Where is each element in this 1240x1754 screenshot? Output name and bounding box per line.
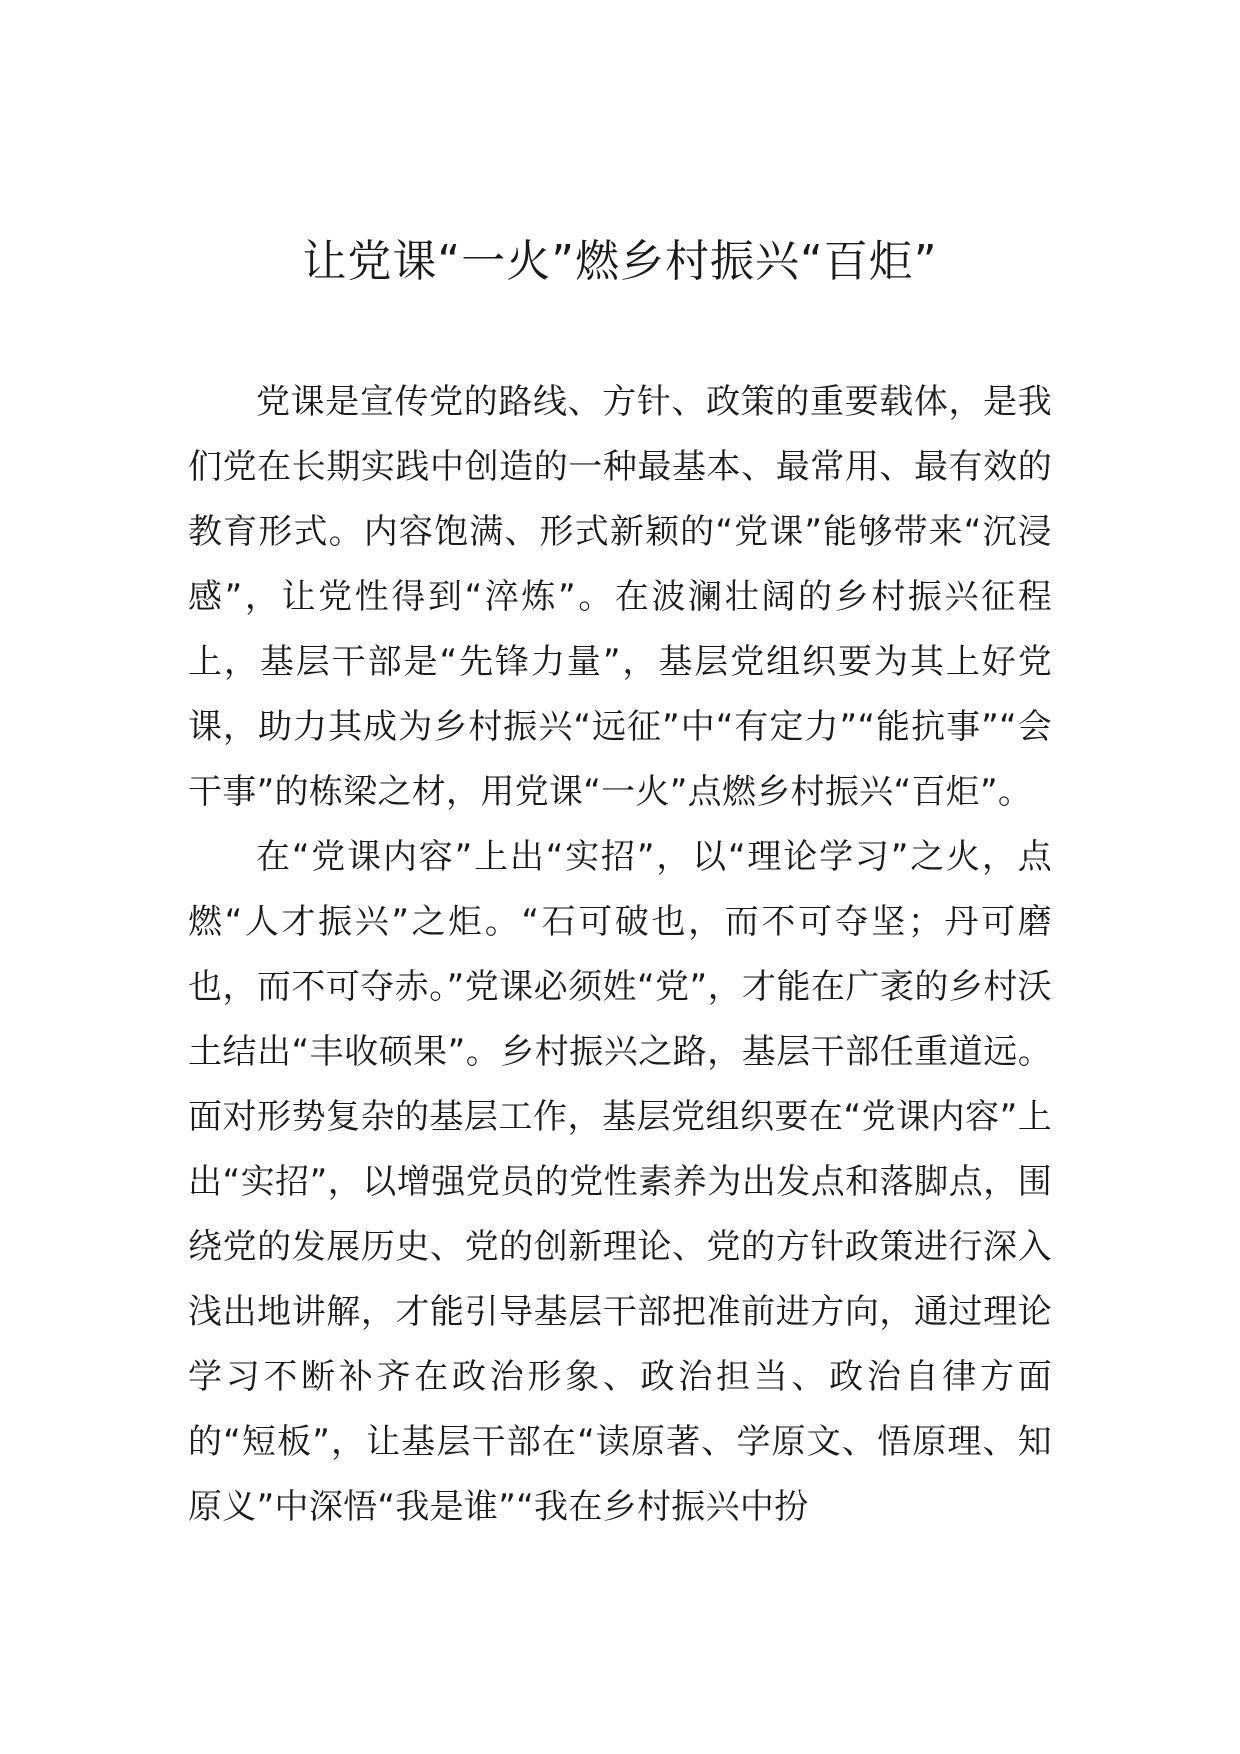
paragraph-1: 党课是宣传党的路线、方针、政策的重要载体，是我们党在长期实践中创造的一种最基本、最常用、最有效的教育形式。内容饱满、形式新颖的“党课”能够带来“沉浸感”，让党性得到“淬炼”。在波澜壮阔的乡村振兴征程上，基层干部是“先锋力量”，基层党组织要为其上好党课，助力其成为乡村振兴“远征”中“有定力”“能抗事”“会干事”的栋梁之材，用党课“一火”点燃乡村振兴“百炬”。 <box>188 382 1052 812</box>
document-title: 让党课“一火”燃乡村振兴“百炬” <box>302 236 938 287</box>
paragraph-2: 在“党课内容”上出“实招”，以“理论学习”之火，点燃“人才振兴”之炬。“石可破也，而不可夺坚；丹可磨也，而不可夺赤。”党课必须姓“党”，才能在广袤的乡村沃土结出“丰收硕果”。乡村振兴之路，基层干部任重道远。面对形势复杂的基层工作，基层党组织要在“党课内容”上出“实招”，以增强党员的党性素养为出发点和落脚点，围绕党的发展历史、党的创新理论、党的方针政策进行深入浅出地讲解，才能引导基层干部把准前进方向，通过理论学习不断补齐在政治形象、政治担当、政治自律方面的“短板”，让基层干部在“读原著、学原文、悟原理、知原义”中深悟“我是谁”“我在乡村振兴中扮 <box>188 837 1052 1527</box>
document-body <box>188 370 1052 1540</box>
